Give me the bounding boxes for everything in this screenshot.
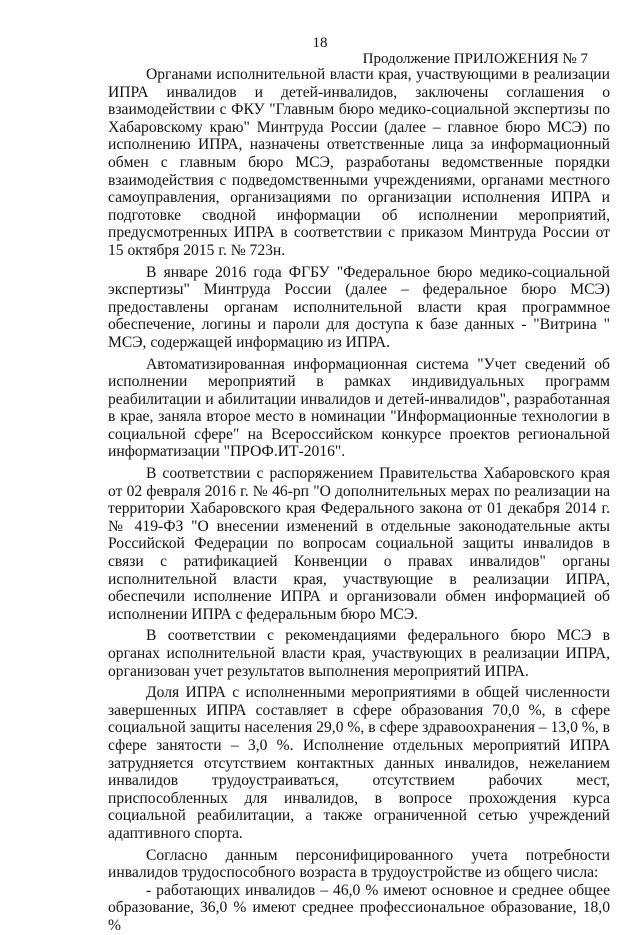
document-body — [108, 66, 610, 935]
paragraph-ipra-share: Доля ИПРА с исполненными мероприятиями в общей численности завершенных ИПРА составляет в сфере образования 70,0 %, в сфере социальной защиты населения 29,0 %, в сфере здравоохранения – 13,0 %, в сфере занятости – 3,0 %. Исполнение отдельных мероприятий ИПРА затрудняется отсутствием контактных данных инвалидов, нежеланием инвалидов трудоустраиваться, отсутствием рабочих мест, приспособленных для инвалидов, в вопросе прохождения курса социальной реабилитации, а также ограниченной сетью учреждений адаптивного спорта. — [108, 684, 610, 842]
list-item-working-disabled: - работающих инвалидов – 46,0 % имеют основное и среднее общее образование, 36,0 % имеют среднее профессиональное образование, 18,0 % — [108, 881, 610, 934]
paragraph-software-access: В январе 2016 года ФГБУ "Федеральное бюро медико-социальной экспертизы" Минтруда России (далее – федеральное бюро МСЭ) предоставлены органам исполнительной власти края программное обеспечение, логины и пароли для доступа к базе данных - "Витрина " МСЭ, содержащей информацию из ИПРА. — [108, 263, 610, 351]
paragraph-personal-accounting: Согласно данным персонифицированного учета потребности инвалидов трудоспособного возраста в трудоустройстве из общего числа: — [108, 846, 610, 882]
paragraph-agreements: Органами исполнительной власти края, участвующими в реализации ИПРА инвалидов и детей-инвалидов, заключены соглашения о взаимодействии с ФКУ "Главным бюро медико-социальной экспертизы по Хабаровскому краю" Минтруда России (далее – главное бюро МСЭ) по исполнению ИПРА, назначены ответственные лица за информационный обмен с главным бюро МСЭ, разработаны ведомственные порядки взаимодействия с подведомственными учреждениями, органами местного самоуправления, организациями по организации исполнения ИПРА и подготовке сводной информации об исполнении мероприятий, предусмотренных ИПРА в соответствии с приказом Минтруда России от 15 октября 2015 г. № 723н. — [108, 66, 610, 259]
paragraph-recommendations: В соответствии с рекомендациями федерального бюро МСЭ в органах исполнительной власти края, участвующих в реализации ИПРА, организован учет результатов выполнения мероприятий ИПРА. — [108, 627, 610, 680]
paragraph-government-order: В соответствии с распоряжением Правительства Хабаровского края от 02 февраля 2016 г. № 46-рп "О дополнительных мерах по реализации на территории Хабаровского края Федерального закона от 01 декабря 2014 г. № 419-ФЗ "О внесении изменений в отдельные законодательные акты Российской Федерации по вопросам социальной защиты инвалидов в связи с ратификацией Конвенции о правах инвалидов" органы исполнительной власти края, участвующие в реализации ИПРА, обеспечили исполнение ИПРА и организовали обмен информацией об исполнении ИПРА с федеральным бюро МСЭ. — [108, 465, 610, 623]
paragraph-information-system: Автоматизированная информационная система "Учет сведений об исполнении мероприятий в рамках индивидуальных программ реабилитации и абилитации инвалидов и детей-инвалидов", разработанная в крае, заняла второе место в номинации "Информационные технологии в социальной сфере" на Всероссийском конкурсе проектов региональной информатизации "ПРОФ.ИТ-2016". — [108, 355, 610, 461]
appendix-continuation-note: Продолжение ПРИЛОЖЕНИЯ № 7 — [362, 51, 588, 67]
page-number: 18 — [312, 35, 328, 51]
